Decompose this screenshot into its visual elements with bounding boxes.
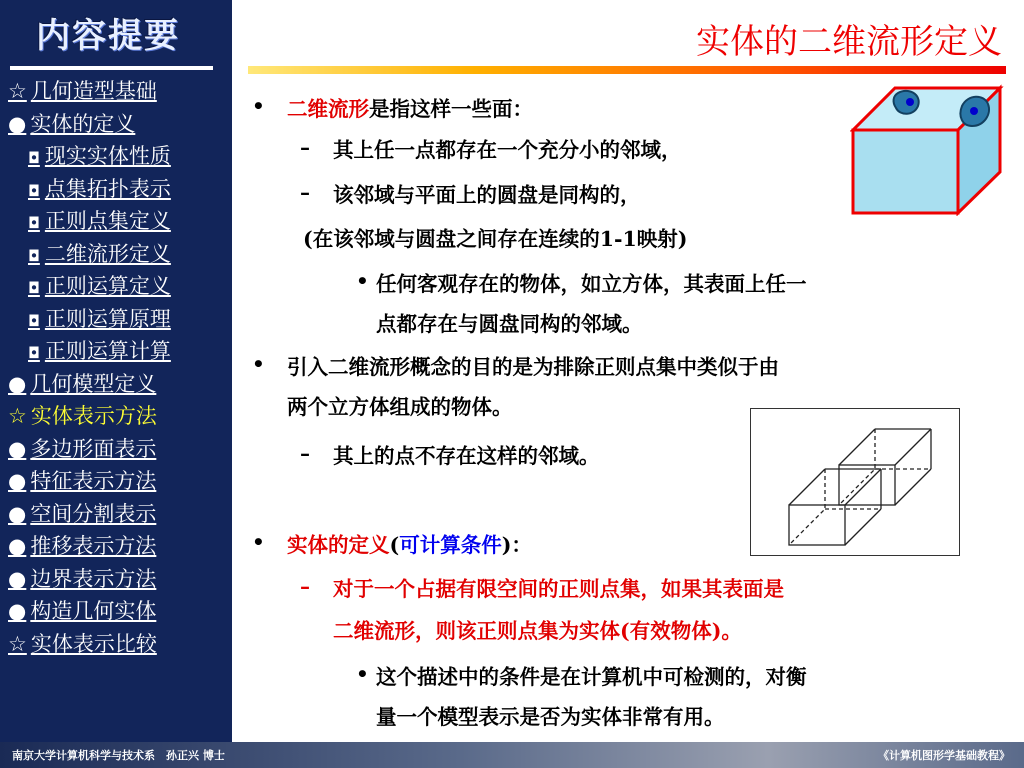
- toc-item-label: 正则运算计算: [44, 339, 171, 363]
- sub-sub-bullet-3-1-a: 这个描述中的条件是在计算机中可检测的，对衡: [376, 665, 807, 689]
- toc-item-label: 空间分割表示: [30, 501, 157, 526]
- star-icon: ☆: [8, 79, 27, 103]
- two-cubes-illustration: [750, 408, 960, 556]
- toc-item[interactable]: [8, 270, 230, 303]
- toc-item-label: 点集拓扑表示: [44, 176, 171, 201]
- paren-close: )：: [501, 533, 532, 557]
- sub-sub-bullet-3-1-b: 量一个模型表示是否为实体非常有用。: [376, 705, 725, 729]
- bullet-marker: •: [356, 662, 369, 686]
- toc-item[interactable]: [8, 433, 230, 466]
- sub-sub-bullet-1-1-b: 点都存在与圆盘同构的邻域。: [376, 312, 643, 336]
- toc-item[interactable]: [8, 595, 230, 628]
- bullet-icon: ●: [8, 436, 27, 461]
- toc-item-label: 构造几何实体: [30, 599, 157, 623]
- toc-item-label: 多边形面表示: [30, 436, 157, 461]
- toc-item-label: 实体表示比较: [30, 631, 157, 656]
- sidebar-divider: [10, 66, 213, 70]
- toc-item-label: 正则运算定义: [44, 274, 171, 298]
- bullet-1-text: 是指这样一些面：: [369, 97, 533, 121]
- footer-bar: [0, 742, 1024, 768]
- toc-item[interactable]: [8, 205, 230, 238]
- footer-book-title: 《计算机图形学基础教程》: [878, 749, 1010, 762]
- sub-bullet-3-1-a: 对于一个占据有限空间的正则点集，如果其表面是: [333, 577, 784, 601]
- bullet-icon: ●: [8, 566, 27, 591]
- star-icon: ☆: [8, 404, 27, 428]
- slide-title: 实体的二维流形定义: [696, 22, 1002, 62]
- dash-marker: –: [300, 441, 310, 465]
- sub-bullet-1-2: 该邻域与平面上的圆盘是同构的，: [333, 183, 641, 207]
- bullet-icon: ●: [8, 371, 27, 396]
- toc-item[interactable]: [8, 530, 230, 563]
- square-bullet-icon: ◘: [28, 279, 40, 297]
- star-icon: ☆: [8, 631, 27, 656]
- sub-bullet-1-1: 其上任一点都存在一个充分小的邻域，: [333, 138, 682, 162]
- term-solid-definition: 实体的定义: [287, 533, 390, 557]
- toc-item[interactable]: [8, 628, 230, 661]
- toc-item[interactable]: [8, 563, 230, 596]
- square-bullet-icon: ◘: [28, 311, 40, 330]
- bullet-marker: •: [252, 352, 265, 376]
- toc-item[interactable]: [8, 75, 230, 108]
- toc-item[interactable]: [8, 303, 230, 336]
- cube-illustration: [850, 84, 1006, 216]
- toc-item[interactable]: [8, 238, 230, 271]
- dash-marker: –: [300, 574, 310, 598]
- square-bullet-icon: ◘: [28, 149, 40, 167]
- bullet-1: [287, 92, 533, 122]
- toc-item[interactable]: [8, 335, 230, 368]
- sidebar: [0, 0, 232, 742]
- toc-item-label: 几何造型基础: [30, 79, 157, 103]
- sub-bullet-2-1: 其上的点不存在这样的邻域。: [333, 444, 600, 468]
- toc-item[interactable]: [8, 368, 230, 401]
- bullet-marker: •: [252, 530, 265, 554]
- bullet-icon: ●: [8, 469, 27, 493]
- bullet-3: [287, 528, 532, 558]
- toc-item[interactable]: [8, 498, 230, 531]
- square-bullet-icon: ◘: [28, 214, 40, 232]
- bullet-2-a: 引入二维流形概念的目的是为排除正则点集中类似于由: [287, 355, 779, 379]
- toc-item-label: 推移表示方法: [30, 534, 157, 558]
- toc-item-label: 实体的定义: [30, 111, 136, 136]
- bullet-icon: ●: [8, 111, 27, 136]
- sidebar-title: 内容提要: [36, 16, 180, 56]
- toc-item-label: 几何模型定义: [30, 371, 157, 396]
- toc-item-label: 正则点集定义: [44, 209, 171, 233]
- square-bullet-icon: ◘: [28, 181, 40, 200]
- cube-b-front: [839, 465, 895, 505]
- bullet-2-b: 两个立方体组成的物体。: [287, 395, 513, 419]
- cube-front-face: [853, 130, 958, 213]
- sub-sub-bullet-1-1-a: 任何客观存在的物体，如立方体，其表面上任一: [376, 272, 807, 296]
- toc-item[interactable]: [8, 140, 230, 173]
- toc-item-label: 正则运算原理: [44, 306, 171, 331]
- toc-item[interactable]: [8, 108, 230, 141]
- bullet-icon: ●: [8, 534, 27, 558]
- toc-item-label: 特征表示方法: [30, 469, 157, 493]
- toc-item-label: 现实实体性质: [44, 144, 171, 168]
- toc-item[interactable]: [8, 465, 230, 498]
- toc-item-label: 边界表示方法: [30, 566, 157, 591]
- square-bullet-icon: ◘: [28, 246, 40, 265]
- toc-item-label: 实体表示方法: [30, 404, 157, 428]
- toc-item[interactable]: [8, 173, 230, 206]
- toc-item[interactable]: [8, 400, 230, 433]
- footer-author: 南京大学计算机科学与技术系 孙正兴 博士: [12, 749, 225, 762]
- sub-bullet-3-1-b: 二维流形，则该正则点集为实体(有效物体)。: [333, 619, 742, 643]
- toc-item-label: 二维流形定义: [44, 241, 171, 266]
- paren-open: (: [389, 533, 400, 557]
- term-2d-manifold: 二维流形: [287, 97, 369, 121]
- bullet-icon: ●: [8, 501, 27, 526]
- bullet-marker: •: [356, 269, 369, 293]
- point-marker: [970, 107, 978, 115]
- square-bullet-icon: ◘: [28, 344, 40, 362]
- title-divider: [248, 66, 1006, 74]
- cube-a-front: [789, 505, 845, 545]
- dash-marker: –: [300, 135, 310, 159]
- dash-marker: –: [300, 180, 310, 204]
- sub-bullet-1-3: (在该邻域与圆盘之间存在连续的1-1映射): [303, 227, 688, 251]
- table-of-contents: [8, 75, 230, 660]
- point-marker: [906, 98, 914, 106]
- term-computable-condition: 可计算条件: [399, 533, 502, 557]
- bullet-icon: ●: [8, 599, 27, 623]
- bullet-marker: •: [252, 94, 265, 118]
